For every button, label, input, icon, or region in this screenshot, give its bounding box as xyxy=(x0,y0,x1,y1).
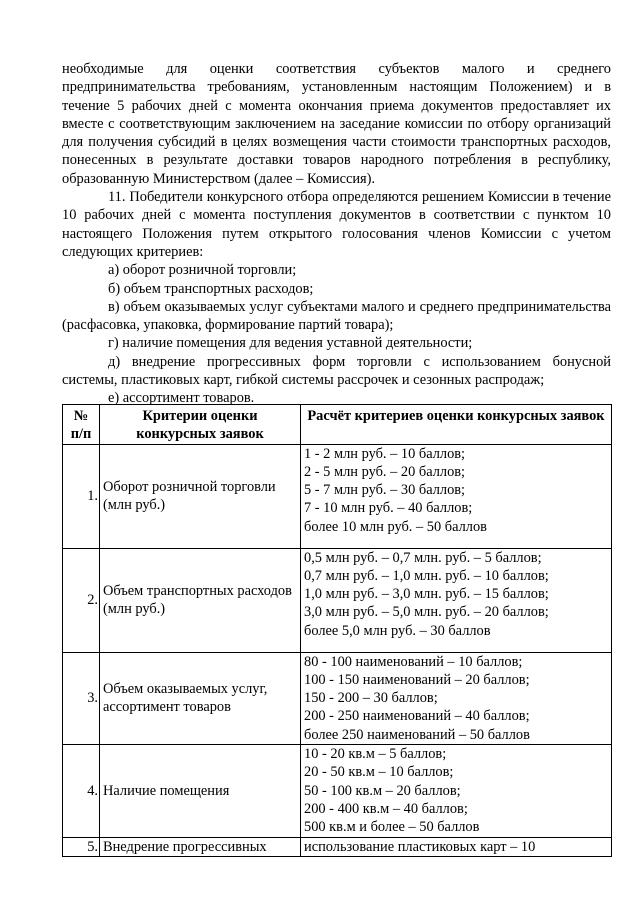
row-number: 1. xyxy=(63,444,100,548)
paragraph-continuation: необходимые для оценки соответствия субъектов малого и среднего предпринимательства требованиям, установленным настоящим Положением) и в течение 5 рабочих дней с момента окончания приема документов предоставляет их вместе с соответствующим заключением на заседание комиссии по отбору организаций для получения субсидий в целях возмещения части стоимости транспортных расходов, понесенных в результате доставки товаров народного потребления в республику, образованную Министерством (далее – Комиссия). xyxy=(62,61,611,187)
criterion-e: е) ассортимент товаров. xyxy=(108,390,255,407)
header-calculation: Расчёт критериев оценки конкурсных заявок xyxy=(301,405,612,445)
row-calculation xyxy=(301,548,612,652)
criterion-g: г) наличие помещения для ведения уставной деятельности; xyxy=(108,335,473,352)
row-criterion: Наличие помещения xyxy=(100,745,301,837)
table-row xyxy=(63,548,612,652)
calc-line: 500 кв.м и более – 50 баллов xyxy=(304,819,480,836)
calc-line: более 250 наименований – 50 баллов xyxy=(304,726,530,743)
calc-line: 150 - 200 – 30 баллов; xyxy=(304,690,438,707)
table-row xyxy=(63,444,612,548)
row-calculation xyxy=(301,745,612,837)
calc-line: 5 - 7 млн руб. – 30 баллов; xyxy=(304,482,466,499)
calc-line: 3,0 млн руб. – 5,0 млн. руб. – 20 баллов; xyxy=(304,604,549,621)
row-criterion: Объем оказываемых услуг, ассортимент товаров xyxy=(100,652,301,744)
row-number: 5. xyxy=(63,837,100,856)
paragraph-11: 11. Победители конкурсного отбора определяются решением Комиссии в течение 10 рабочих дней с момента поступления документов в соответствии с пунктом 10 настоящего Положения путем открытого голосования членов Комиссии с учетом следующих критериев: xyxy=(62,189,611,260)
header-criteria: Критерии оценки конкурсных заявок xyxy=(100,405,301,445)
table-row xyxy=(63,745,612,837)
row-calculation xyxy=(301,444,612,548)
row-criterion: Объем транспортных расходов (млн руб.) xyxy=(100,548,301,652)
calc-line: 10 - 20 кв.м – 5 баллов; xyxy=(304,746,447,763)
criteria-table xyxy=(62,404,612,857)
row-number: 4. xyxy=(63,745,100,837)
calc-line: 7 - 10 млн руб. – 40 баллов; xyxy=(304,500,473,517)
body-text xyxy=(62,60,611,408)
criterion-b: б) объем транспортных расходов; xyxy=(108,280,314,297)
criterion-d: д) внедрение прогрессивных форм торговли с использованием бонусной системы, пластиковых карт, гибкой системы рассрочек и сезонных распродаж; xyxy=(62,353,611,389)
calc-line: 1,0 млн руб. – 3,0 млн. руб. – 15 баллов; xyxy=(304,586,549,603)
calc-line: более 5,0 млн руб. – 30 баллов xyxy=(304,622,491,639)
calc-line: 200 - 250 наименований – 40 баллов; xyxy=(304,708,530,725)
calc-line: 100 - 150 наименований – 20 баллов; xyxy=(304,671,530,688)
table-header-row xyxy=(63,405,612,445)
calc-line: использование пластиковых карт – 10 xyxy=(304,838,536,855)
calc-line: 80 - 100 наименований – 10 баллов; xyxy=(304,653,523,670)
header-number: № п/п xyxy=(63,405,100,445)
calc-line: более 10 млн руб. – 50 баллов xyxy=(304,518,487,535)
criterion-a: а) оборот розничной торговли; xyxy=(108,262,297,279)
calc-line: 1 - 2 млн руб. – 10 баллов; xyxy=(304,445,466,462)
table-row xyxy=(63,837,612,856)
row-number: 2. xyxy=(63,548,100,652)
row-calculation xyxy=(301,652,612,744)
calc-line: 20 - 50 кв.м – 10 баллов; xyxy=(304,764,454,781)
calc-line: 50 - 100 кв.м – 20 баллов; xyxy=(304,782,461,799)
row-criterion: Оборот розничной торговли (млн руб.) xyxy=(100,444,301,548)
row-calculation xyxy=(301,837,612,856)
calc-line: 2 - 5 млн руб. – 20 баллов; xyxy=(304,463,466,480)
calc-line: 0,7 млн руб. – 1,0 млн. руб. – 10 баллов; xyxy=(304,567,549,584)
table-row xyxy=(63,652,612,744)
criterion-v: в) объем оказываемых услуг субъектами малого и среднего предпринимательства (расфасовка, упаковка, формирование партий товара); xyxy=(62,298,611,334)
calc-line: 200 - 400 кв.м – 40 баллов; xyxy=(304,800,468,817)
row-number: 3. xyxy=(63,652,100,744)
calc-line: 0,5 млн руб. – 0,7 млн. руб. – 5 баллов; xyxy=(304,549,542,566)
row-criterion: Внедрение прогрессивных xyxy=(100,837,301,856)
